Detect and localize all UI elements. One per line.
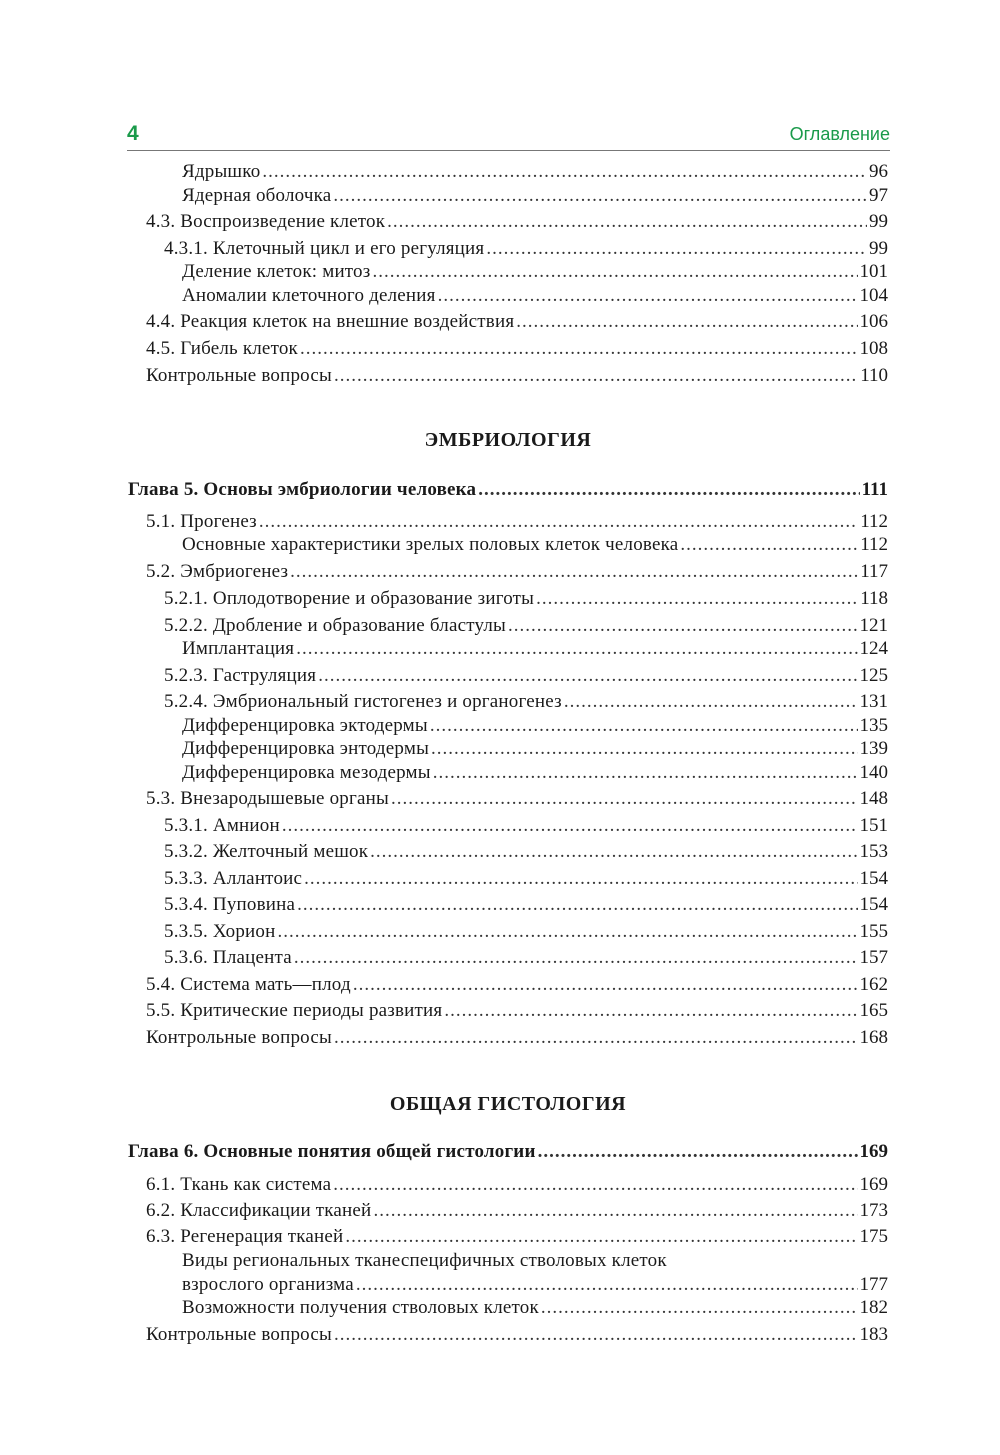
toc-entry-page: 155 <box>859 921 888 942</box>
dot-leader <box>262 161 867 183</box>
dot-leader <box>345 1226 857 1248</box>
toc-entry-page: 182 <box>859 1297 888 1318</box>
toc-entry-title: Ядрышко <box>182 161 261 182</box>
toc-entry[interactable] <box>164 615 888 637</box>
toc-entry[interactable] <box>164 841 888 863</box>
toc-entry-page: 108 <box>859 338 888 359</box>
toc-entry-page: 131 <box>859 691 888 712</box>
toc-entry[interactable] <box>164 894 888 916</box>
toc-entry-title: Основные характеристики зрелых половых клеток человека <box>182 534 679 555</box>
dot-leader <box>304 868 857 890</box>
toc-entry-page: 175 <box>859 1226 888 1247</box>
toc-entry-page: 118 <box>860 588 888 609</box>
dot-leader <box>372 261 857 283</box>
toc-entry-page: 135 <box>859 715 888 736</box>
dot-leader <box>564 691 858 713</box>
toc-entry[interactable] <box>146 1000 888 1022</box>
dot-leader <box>541 1297 858 1319</box>
toc-entry[interactable] <box>164 921 888 943</box>
toc-entry-page: 151 <box>859 815 888 836</box>
dot-leader <box>370 841 857 863</box>
toc-entry-title: Дифференцировка энтодермы <box>182 738 430 759</box>
dot-leader <box>430 715 858 737</box>
section-heading: ЭМБРИОЛОГИЯ <box>424 429 592 451</box>
toc-entry-title: Ядерная оболочка <box>182 185 332 206</box>
toc-entry[interactable] <box>146 974 888 996</box>
toc-entry-title: 5.3.5. Хорион <box>164 921 276 942</box>
section-heading: ОБЩАЯ ГИСТОЛОГИЯ <box>389 1093 627 1115</box>
dot-leader <box>290 561 858 583</box>
toc-entry[interactable] <box>182 762 888 784</box>
toc-entry-title: Дифференцировка эктодермы <box>182 715 428 736</box>
toc-entry-page: 154 <box>859 868 888 889</box>
dot-leader <box>277 921 857 943</box>
toc-entry[interactable] <box>182 738 888 760</box>
toc-entry-page: 183 <box>859 1324 888 1345</box>
toc-entry-title: 5.3.1. Амнион <box>164 815 280 836</box>
dot-leader <box>391 788 858 810</box>
toc-entry-page: 117 <box>860 561 888 582</box>
dot-leader <box>297 894 857 916</box>
toc-entry[interactable] <box>182 1250 888 1272</box>
toc-entry-title: 5.2.4. Эмбриональный гистогенез и органогенез <box>164 691 562 712</box>
dot-leader <box>478 479 859 501</box>
toc-entry[interactable] <box>146 788 888 810</box>
dot-leader <box>333 1174 857 1196</box>
toc-entry[interactable] <box>146 561 888 583</box>
toc-entry-title: 6.2. Классификации тканей <box>146 1200 372 1221</box>
toc-entry[interactable] <box>146 1324 888 1346</box>
toc-entry[interactable] <box>164 238 888 260</box>
toc-entry-title: 5.3.2. Желточный мешок <box>164 841 369 862</box>
dot-leader <box>356 1274 858 1296</box>
toc-entry[interactable] <box>164 665 888 687</box>
toc-entry-page: 124 <box>859 638 888 659</box>
toc-entry-title: 4.5. Гибель клеток <box>146 338 298 359</box>
dot-leader <box>538 1141 858 1163</box>
toc-entry-page: 168 <box>859 1027 888 1048</box>
toc-entry-page: 165 <box>859 1000 888 1021</box>
toc-entry-title: 5.5. Критические периоды развития <box>146 1000 443 1021</box>
toc-entry-page: 112 <box>860 534 888 555</box>
toc-entry-title: 4.3. Воспроизведение клеток <box>146 211 386 232</box>
dot-leader <box>373 1200 857 1222</box>
toc-entry-title: 6.3. Регенерация тканей <box>146 1226 344 1247</box>
page-number: 4 <box>127 122 139 145</box>
dot-leader <box>318 665 857 687</box>
dot-leader <box>333 185 867 207</box>
dot-leader <box>294 947 858 969</box>
toc-entry[interactable] <box>164 868 888 890</box>
toc-entry[interactable] <box>182 1297 888 1319</box>
toc-entry-page: 154 <box>859 894 888 915</box>
toc-entry-title: Аномалии клеточного деления <box>182 285 436 306</box>
toc-entry[interactable] <box>146 1200 888 1222</box>
toc-entry[interactable] <box>146 1226 888 1248</box>
toc-entry-title: 5.2.3. Гаструляция <box>164 665 317 686</box>
dot-leader <box>296 638 857 660</box>
toc-entry-page: 139 <box>859 738 888 759</box>
toc-entry[interactable] <box>164 947 888 969</box>
toc-entry-title: 5.3.3. Аллантоис <box>164 868 303 889</box>
dot-leader <box>433 762 858 784</box>
toc-entry-page: 101 <box>859 261 888 282</box>
toc-entry-title: 5.2.1. Оплодотворение и образование зиготы <box>164 588 535 609</box>
toc-entry-page: 177 <box>859 1274 888 1295</box>
toc-entry-page: 148 <box>859 788 888 809</box>
dot-leader <box>444 1000 857 1022</box>
toc-entry-title: 5.1. Прогенез <box>146 511 257 532</box>
toc-entry-title: 5.2. Эмбриогенез <box>146 561 289 582</box>
toc-entry-title: Дифференцировка мезодермы <box>182 762 431 783</box>
toc-entry-title: взрослого организма <box>182 1274 354 1295</box>
toc-entry[interactable] <box>146 1027 888 1049</box>
toc-entry[interactable] <box>128 1141 888 1163</box>
toc-entry-title: 6.1. Ткань как система <box>146 1174 332 1195</box>
dot-leader <box>259 511 858 533</box>
toc-entry-title: 5.3.6. Плацента <box>164 947 292 968</box>
toc-entry-page: 153 <box>859 841 888 862</box>
toc-entry[interactable] <box>182 638 888 660</box>
toc-entry-title: 4.3.1. Клеточный цикл и его регуляция <box>164 238 485 259</box>
toc-entry-page: 169 <box>859 1174 888 1195</box>
toc-entry-title: Имплантация <box>182 638 295 659</box>
toc-entry-title: 5.2.2. Дробление и образование бластулы <box>164 615 506 636</box>
toc-entry[interactable] <box>182 1274 888 1296</box>
toc-entry-title: 5.3. Внезародышевые органы <box>146 788 389 809</box>
toc-entry-page: 169 <box>859 1141 888 1162</box>
header-rule <box>127 150 890 151</box>
toc-entry-page: 106 <box>859 311 888 332</box>
dot-leader <box>508 615 858 637</box>
toc-entry-title: Деление клеток: митоз <box>182 261 371 282</box>
toc-entry[interactable] <box>182 161 888 183</box>
toc-entry-title: 4.4. Реакция клеток на внешние воздействия <box>146 311 515 332</box>
dot-leader <box>680 534 858 556</box>
dot-leader <box>486 238 867 260</box>
toc-entry[interactable] <box>146 211 888 233</box>
dot-leader <box>431 738 857 760</box>
toc-entry[interactable] <box>146 338 888 360</box>
toc-entry[interactable] <box>164 691 888 713</box>
dot-leader <box>387 211 867 233</box>
dot-leader <box>282 815 858 837</box>
toc-entry-page: 121 <box>859 615 888 636</box>
dot-leader <box>300 338 858 360</box>
toc-entry-title: Контрольные вопросы <box>146 365 332 386</box>
dot-leader <box>334 1027 858 1049</box>
toc-entry-page: 157 <box>859 947 888 968</box>
toc-entry[interactable] <box>146 365 888 387</box>
toc-entry[interactable] <box>164 588 888 610</box>
toc-entry-page: 99 <box>869 238 888 259</box>
dot-leader <box>536 588 858 610</box>
dot-leader <box>334 1324 858 1346</box>
running-title: Оглавление <box>789 124 890 144</box>
toc-entry[interactable] <box>182 715 888 737</box>
toc-entry[interactable] <box>182 261 888 283</box>
dot-leader <box>334 365 858 387</box>
toc-entry-title: Глава 6. Основные понятия общей гистологии <box>128 1141 536 1162</box>
toc-entry[interactable] <box>146 511 888 533</box>
toc-entry[interactable] <box>182 285 888 307</box>
toc-entry-title: 5.3.4. Пуповина <box>164 894 296 915</box>
toc-entry-page: 173 <box>859 1200 888 1221</box>
toc-entry[interactable] <box>128 479 888 501</box>
dot-leader <box>353 974 858 996</box>
toc-entry-title: Виды региональных тканеспецифичных стволовых клеток <box>182 1250 667 1271</box>
toc-entry-title: Глава 5. Основы эмбриологии человека <box>128 479 477 500</box>
toc-entry-title: Возможности получения стволовых клеток <box>182 1297 539 1318</box>
toc-entry-page: 110 <box>860 365 888 386</box>
toc-entry-title: Контрольные вопросы <box>146 1027 332 1048</box>
toc-entry-page: 162 <box>859 974 888 995</box>
toc-entry-title: Контрольные вопросы <box>146 1324 332 1345</box>
dot-leader <box>438 285 858 307</box>
toc-entry-page: 140 <box>859 762 888 783</box>
toc-entry-page: 111 <box>861 479 888 500</box>
toc-entry-page: 97 <box>869 185 888 206</box>
toc-entry[interactable] <box>182 185 888 207</box>
toc-entry[interactable] <box>164 815 888 837</box>
dot-leader <box>516 311 857 333</box>
toc-entry[interactable] <box>182 534 888 556</box>
toc-entry-title: 5.4. Система мать—плод <box>146 974 351 995</box>
toc-entry-page: 104 <box>859 285 888 306</box>
toc-entry-page: 112 <box>860 511 888 532</box>
toc-entry-page: 96 <box>869 161 888 182</box>
toc-entry-page: 99 <box>869 211 888 232</box>
toc-entry[interactable] <box>146 311 888 333</box>
toc-entry[interactable] <box>146 1174 888 1196</box>
toc-entry-page: 125 <box>859 665 888 686</box>
